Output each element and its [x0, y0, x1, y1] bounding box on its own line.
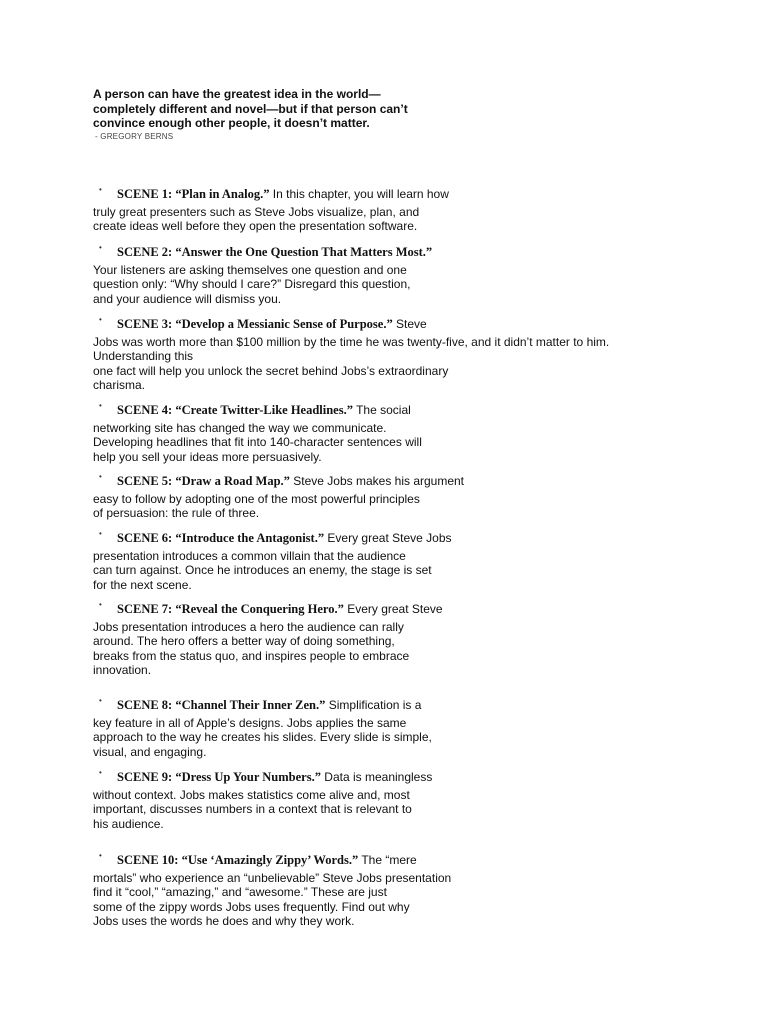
body-line: Developing headlines that fit into 140-character sentences will [93, 435, 422, 450]
body-line: can turn against. Once he introduces an enemy, the stage is set [93, 563, 432, 578]
scene-intro: Every great Steve [343, 602, 443, 616]
scene-intro: The “mere [358, 853, 417, 867]
body-line: and your audience will dismiss you. [93, 291, 282, 306]
body-line: breaks from the status quo, and inspires people to embrace [93, 648, 410, 663]
scene-intro: Data is meaningless [320, 770, 433, 784]
scene-body [93, 871, 753, 928]
body-line: around. The hero offers a better way of doing something, [93, 634, 395, 649]
body-line: help you sell your ideas more persuasively. [93, 449, 322, 464]
bullet-icon: • [99, 185, 102, 194]
quote-attribution: - GREGORY BERNS [95, 131, 174, 141]
quote-line: completely different and novel—but if that person can’t [93, 101, 408, 116]
scene-body [93, 788, 753, 831]
body-line: find it “cool,” “amazing,” and “awesome.” These are just [93, 885, 387, 900]
scene-intro: Steve Jobs makes his argument [289, 474, 465, 488]
scene-title: SCENE 10: “Use ‘Amazingly Zippy’ Words.” [117, 853, 359, 867]
body-line: create ideas well before they open the presentation software. [93, 219, 418, 234]
body-line: innovation. [93, 662, 152, 677]
bullet-icon: • [99, 768, 102, 777]
scene-body [93, 549, 753, 592]
scene-title: SCENE 8: “Channel Their Inner Zen.” [117, 698, 326, 712]
scene-heading [93, 187, 753, 201]
scene-body [93, 492, 753, 521]
body-line: Jobs was worth more than $100 million by the time he was twenty-five, and it didn’t matter to him. [93, 335, 610, 349]
body-line: for the next scene. [93, 577, 192, 592]
scene-title: SCENE 5: “Draw a Road Map.” [117, 474, 290, 488]
body-line: mortals” who experience an “unbelievable” Steve Jobs presentation [93, 871, 452, 885]
epigraph-quote [93, 87, 513, 142]
body-line: approach to the way he creates his slides. Every slide is simple, [93, 730, 432, 745]
scene-intro: The social [352, 403, 411, 417]
bullet-icon: • [99, 600, 102, 609]
body-line: Jobs presentation introduces a hero the audience can rally [93, 620, 404, 634]
scene-3 [93, 317, 753, 392]
scene-6 [93, 531, 753, 592]
scene-body [93, 421, 753, 464]
body-line: Your listeners are asking themselves one question and one [93, 263, 407, 277]
scene-8 [93, 698, 753, 759]
scene-heading [93, 853, 753, 867]
scene-10 [93, 853, 753, 928]
scene-intro: Every great Steve Jobs [324, 531, 452, 545]
scene-title: SCENE 1: “Plan in Analog.” [117, 187, 270, 201]
body-line: Understanding this [93, 349, 194, 364]
scene-heading [93, 770, 753, 784]
scene-heading [93, 602, 753, 616]
scene-heading [93, 245, 753, 259]
scene-heading [93, 531, 753, 545]
body-line: key feature in all of Apple’s designs. Jobs applies the same [93, 716, 407, 730]
scene-title: SCENE 6: “Introduce the Antagonist.” [117, 531, 325, 545]
body-line: truly great presenters such as Steve Jobs visualize, plan, and [93, 205, 420, 219]
bullet-icon: • [99, 529, 102, 538]
scene-body [93, 263, 753, 306]
scene-body [93, 620, 753, 677]
scene-intro: Steve [392, 317, 427, 331]
body-line: important, discusses numbers in a context that is relevant to [93, 802, 412, 817]
scene-title: SCENE 3: “Develop a Messianic Sense of Purpose.” [117, 317, 393, 331]
body-line: without context. Jobs makes statistics come alive and, most [93, 788, 410, 802]
bullet-icon: • [99, 401, 102, 410]
scene-body [93, 335, 753, 392]
body-line: his audience. [93, 816, 164, 831]
scene-intro: In this chapter, you will learn how [269, 187, 449, 201]
scene-title: SCENE 7: “Reveal the Conquering Hero.” [117, 602, 344, 616]
scene-heading [93, 317, 753, 331]
scene-7 [93, 602, 753, 677]
scene-title: SCENE 2: “Answer the One Question That Matters Most.” [117, 245, 433, 259]
body-line: visual, and engaging. [93, 744, 207, 759]
scene-5 [93, 474, 753, 521]
scene-body [93, 716, 753, 759]
scene-2 [93, 245, 753, 306]
body-line: easy to follow by adopting one of the most powerful principles [93, 492, 420, 506]
bullet-icon: • [99, 472, 102, 481]
bullet-icon: • [99, 243, 102, 252]
scene-4 [93, 403, 753, 464]
quote-line: A person can have the greatest idea in the world— [93, 87, 381, 101]
body-line: presentation introduces a common villain that the audience [93, 549, 406, 563]
scene-1 [93, 187, 753, 234]
body-line: question only: “Why should I care?” Disregard this question, [93, 277, 411, 292]
bullet-icon: • [99, 851, 102, 860]
body-line: of persuasion: the rule of three. [93, 506, 260, 521]
scene-title: SCENE 4: “Create Twitter-Like Headlines.” [117, 403, 353, 417]
scene-9 [93, 770, 753, 831]
scene-heading [93, 698, 753, 712]
scene-title: SCENE 9: “Dress Up Your Numbers.” [117, 770, 321, 784]
body-line: Jobs uses the words he does and why they work. [93, 913, 355, 928]
scene-intro: Simplification is a [325, 698, 422, 712]
body-line: networking site has changed the way we communicate. [93, 421, 387, 435]
body-line: one fact will help you unlock the secret behind Jobs’s extraordinary [93, 363, 449, 378]
bullet-icon: • [99, 315, 102, 324]
body-line: some of the zippy words Jobs uses frequently. Find out why [93, 899, 410, 914]
quote-line: convince enough other people, it doesn’t matter. [93, 116, 370, 130]
scene-heading [93, 474, 753, 488]
bullet-icon: • [99, 696, 102, 705]
scene-body [93, 205, 753, 234]
scene-heading [93, 403, 753, 417]
body-line: charisma. [93, 377, 146, 392]
